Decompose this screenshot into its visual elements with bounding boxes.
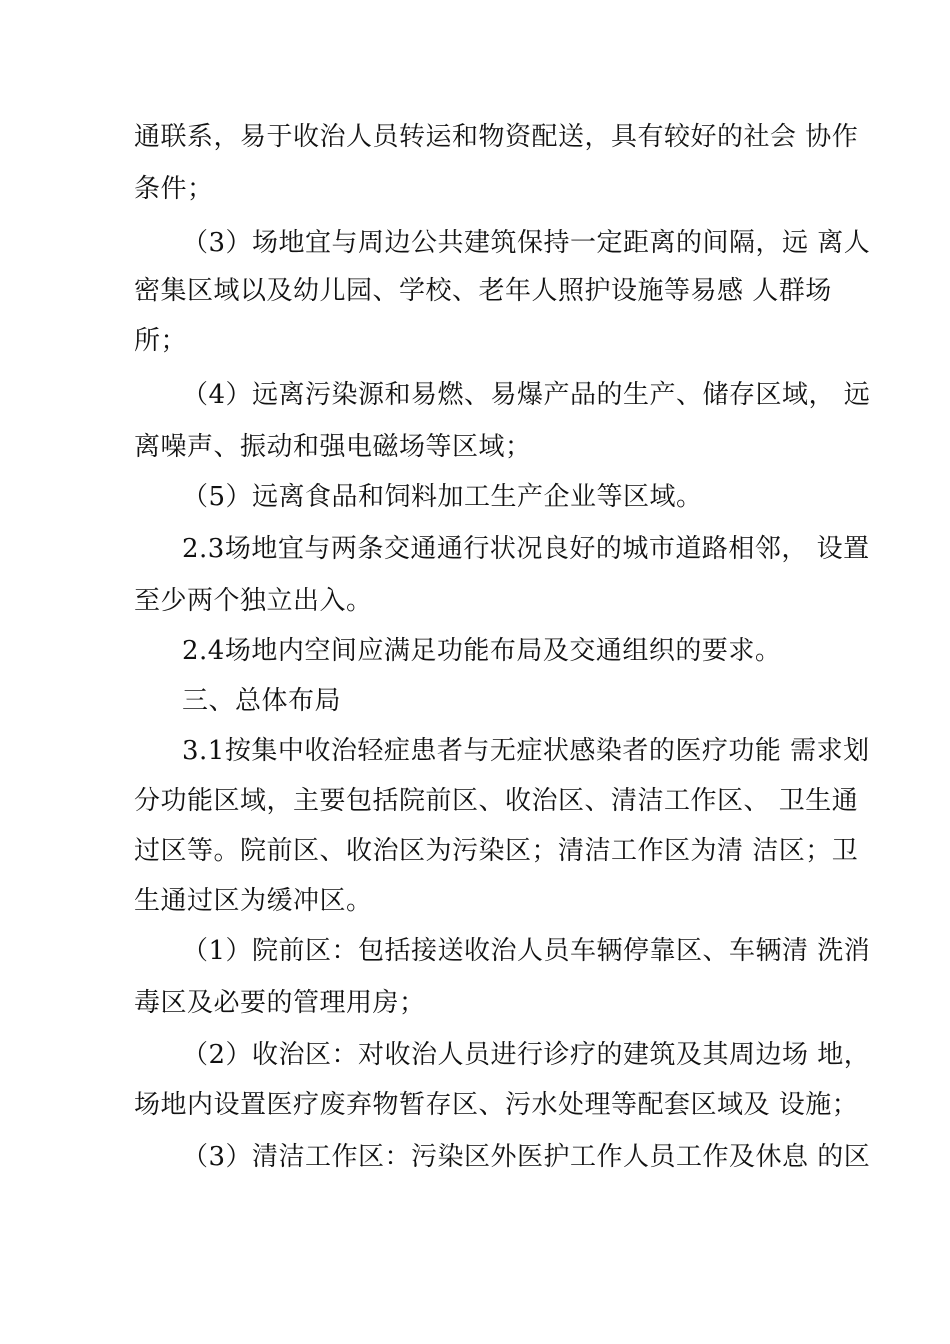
text-line: 离噪声、振动和强电磁场等区域； [134, 432, 532, 462]
text-line: 条件； [134, 174, 214, 204]
text-line: 2.4场地内空间应满足功能布局及交通组织的要求。 [182, 636, 782, 666]
text-line: 2.3场地宜与两条交通通行状况良好的城市道路相邻， 设置 [182, 534, 870, 564]
text-line: 场地内设置医疗废弃物暂存区、污水处理等配套区域及 设施； [134, 1090, 859, 1120]
text-line: 至少两个独立出入。 [134, 586, 373, 616]
text-line: 生通过区为缓冲区。 [134, 886, 373, 916]
section-heading: 三、总体布局 [182, 686, 342, 716]
text-line: （5）远离食品和饲料加工生产企业等区域。 [182, 482, 703, 512]
text-line: 通联系，易于收治人员转运和物资配送，具有较好的社会 协作 [134, 122, 859, 152]
text-line: 过区等。院前区、收治区为污染区；清洁工作区为清 洁区；卫 [134, 836, 859, 866]
text-line: 3.1按集中收治轻症患者与无症状感染者的医疗功能 需求划 [182, 736, 870, 766]
text-line: 毒区及必要的管理用房； [134, 988, 426, 1018]
text-line: （2）收治区：对收治人员进行诊疗的建筑及其周边场 地， [182, 1040, 871, 1070]
text-line: 分功能区域，主要包括院前区、收治区、清洁工作区、 卫生通 [134, 786, 859, 816]
text-line: 所； [134, 326, 188, 356]
text-line: （3）场地宜与周边公共建筑保持一定距离的间隔，远 离人 [182, 228, 871, 258]
text-line: （1）院前区：包括接送收治人员车辆停靠区、车辆清 洗消 [182, 936, 871, 966]
text-line: （3）清洁工作区：污染区外医护工作人员工作及休息 的区 [182, 1142, 871, 1172]
text-line: 密集区域以及幼儿园、学校、老年人照护设施等易感 人群场 [134, 276, 832, 306]
text-line: （4）远离污染源和易燃、易爆产品的生产、储存区域， 远 [182, 380, 871, 410]
